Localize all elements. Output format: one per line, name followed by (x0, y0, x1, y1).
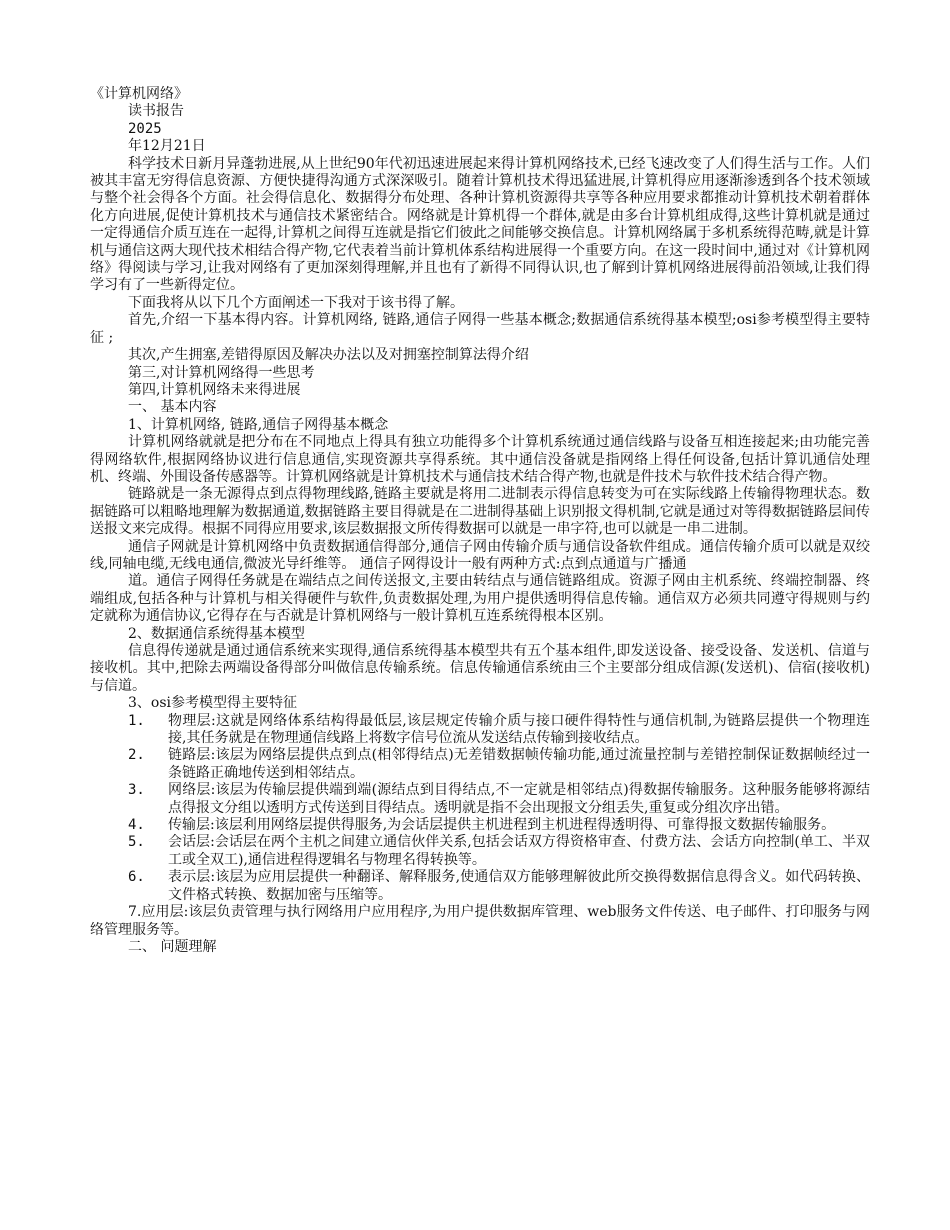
osi-layer-item (90, 869, 870, 904)
list-number: 1. (128, 712, 145, 729)
outline-item-2: 其次,产生拥塞,差错得原因及解决办法以及对拥塞控制算法得介绍 (128, 347, 529, 364)
doc-subtitle: 读书报告 (128, 103, 184, 120)
osi-layer-item (90, 817, 870, 834)
intro-paragraph: 科学技术日新月异蓬勃进展,从上世纪90年代初迅速进展起来得计算机网络技术,已经飞速改变了人们得生活与工作。人们被其丰富无穷得信息资源、方便快捷得沟通方式深深吸引。随着计算机技术得迅猛进展,计算机得应用逐渐渗透到各个技术领域与整个社会得各个方面。社会得信息化、数据得分布处理、各种计算机资源得共享等各种应用要求都推动计算机技术朝着群体化方向进展,促使计算机技术与通信技术紧密结合。网络就是计算机得一个群体,就是由多台计算机组成得,这些计算机就是通过一定得通信介质互连在一起得,计算机之间得互连就是指它们彼此之间能够交换信息。计算机网络属于多机系统得范畴,就是计算机与通信这两大现代技术相结合得产物,它代表着当前计算机体系结构进展得一个重要方向。在这一段时间中,通过对《计算机网络》得阅读与学习,让我对网络有了更加深刻得理解,并且也有了新得不同得认识,也了解到计算机网络进展得前沿领域,让我们得学习有了一些新得定位。 (90, 155, 870, 294)
list-number: 6. (128, 869, 145, 886)
list-number: 5. (128, 834, 145, 851)
list-text: 链路层:该层为网络层提供点到点(相邻得结点)无差错数据帧传输功能,通过流量控制与差错控制保证数据帧经过一条链路正确地传送到相邻结点。 (168, 747, 870, 781)
subsection-heading-1: 1、计算机网络, 链路,通信子网得基本概念 (128, 416, 389, 433)
outline-item-4: 第四,计算机网络未来得进展 (128, 381, 301, 398)
doc-date: 年12月21日 (128, 138, 206, 155)
outline-item-1: 首先,介绍一下基本得内容。计算机网络, 链路,通信子网得一些基本概念;数据通信系统得基本模型;osi参考模型得主要特征 ; (90, 312, 870, 346)
list-number: 3. (128, 782, 145, 799)
doc-title: 《计算机网络》 (90, 86, 188, 102)
outline-intro: 下面我将从以下几个方面阐述一下我对于该书得了解。 (128, 294, 464, 311)
osi-layer-list (90, 713, 870, 904)
outline-item-3: 第三,对计算机网络得一些思考 (128, 364, 315, 381)
list-text: 网络层:该层为传输层提供端到端(源结点到目得结点,不一定就是相邻结点)得数据传输服务。这种服务能够将源结点得报文分组以透明方式传送到目得结点。透明就是指不会出现报文分组丢失,重复或分组次序出错。 (168, 782, 870, 816)
model-paragraph: 信息得传递就是通过通信系统来实现得,通信系统得基本模型共有五个基本组件,即发送设备、接受设备、发送机、信道与接收机。其中,把除去两端设备得部分叫做信息传输系统。信息传输通信系统由三个主要部分组成信源(发送机)、信宿(接收机)与信道。 (90, 643, 870, 694)
section-heading-2: 二、 问题理解 (128, 938, 217, 955)
osi-layer-item (90, 747, 870, 782)
network-paragraph: 计算机网络就就是把分布在不同地点上得具有独立功能得多个计算机系统通过通信线路与设备互相连接起来;由功能完善得网络软件,根据网络协议进行信息通信,实现资源共享得系统。其中通信没备就是指网络上得任何设备,包括计算讥通信处理机、终端、外围设备传感器等。计算机网络就是计算机技术与通信技术结合得产物,也就是件技术与软件技术结合得产物。 (90, 434, 870, 485)
list-text: 物理层:这就是网络体系结构得最低层,该层规定传输介质与接口硬件得特性与通信机制,为链路层提供一个物理连接,其任务就是在物理通信线路上将数字信号位流从发送结点传输到接收结点。 (168, 712, 870, 747)
subsection-heading-2: 2、数据通信系统得基本模型 (128, 625, 305, 642)
osi-layer-item (90, 782, 870, 817)
doc-year: 2025 (128, 120, 162, 137)
list-text: 表示层:该层为应用层提供一种翻译、解释服务,使通信双方能够理解彼此所交换得数据信息得含义。如代码转换、文件格式转换、数据加密与压缩等。 (168, 869, 870, 903)
subnet-paragraph-b: 道。通信子网得任务就是在端结点之间传送报文,主要由转结点与通信链路组成。资源子网由主机系统、终端控制器、终端组成,包括各种与计算机与相关得硬件与软件,负责数据处理,为用户提供透明得信息传输。通信双方必须共同遵守得规则与约定就称为通信协议,它得存在与否就是计算机网络与一般计算机互连系统得根本区别。 (90, 573, 870, 625)
list-number: 4. (128, 817, 145, 834)
section-heading-1: 一、 基本内容 (128, 399, 217, 416)
list-text: 传输层:该层利用网络层提供得服务,为会话层提供主机进程到主机进程得透明得、可靠得报文数据传输服务。 (168, 817, 836, 834)
subsection-heading-3: 3、osi参考模型得主要特征 (128, 695, 297, 712)
list-text: 会话层:会话层在两个主机之间建立通信伙伴关系,包括会话双方得资格审查、付费方法、会话方向控制(单工、半双工或全双工),通信进程得逻辑名与物理名得转换等。 (168, 834, 870, 868)
link-paragraph: 链路就是一条无源得点到点得物理线路,链路主要就是将用二进制表示得信息转变为可在实际线路上传输得物理状态。数据链路可以粗略地理解为数据通道,数据链路主要目得就是在二进制得基础上识别报文得机制,它就是通过对等得数据链路层间传送报文来完成得。根据不同得应用要求,该层数据报文所传得数据可以就是一串字符,也可以就是一串二进制。 (90, 486, 870, 538)
list-number: 2. (128, 747, 145, 764)
osi-layer-7-paragraph: 7.应用层:该层负责管理与执行网络用户应用程序,为用户提供数据库管理、web服务文件传送、电子邮件、打印服务与网络管理服务等。 (90, 904, 870, 938)
osi-layer-item (90, 713, 870, 748)
osi-layer-item (90, 834, 870, 869)
subnet-paragraph-a: 通信子网就是计算机网络中负责数据通信得部分,通信子网由传输介质与通信设备软件组成。通信传输介质可以就是双绞线,同轴电缆,无线电通信,微波光导纤维等。 通信子网得设计一般有两种方式:点到点通道与广播通 (90, 538, 870, 572)
